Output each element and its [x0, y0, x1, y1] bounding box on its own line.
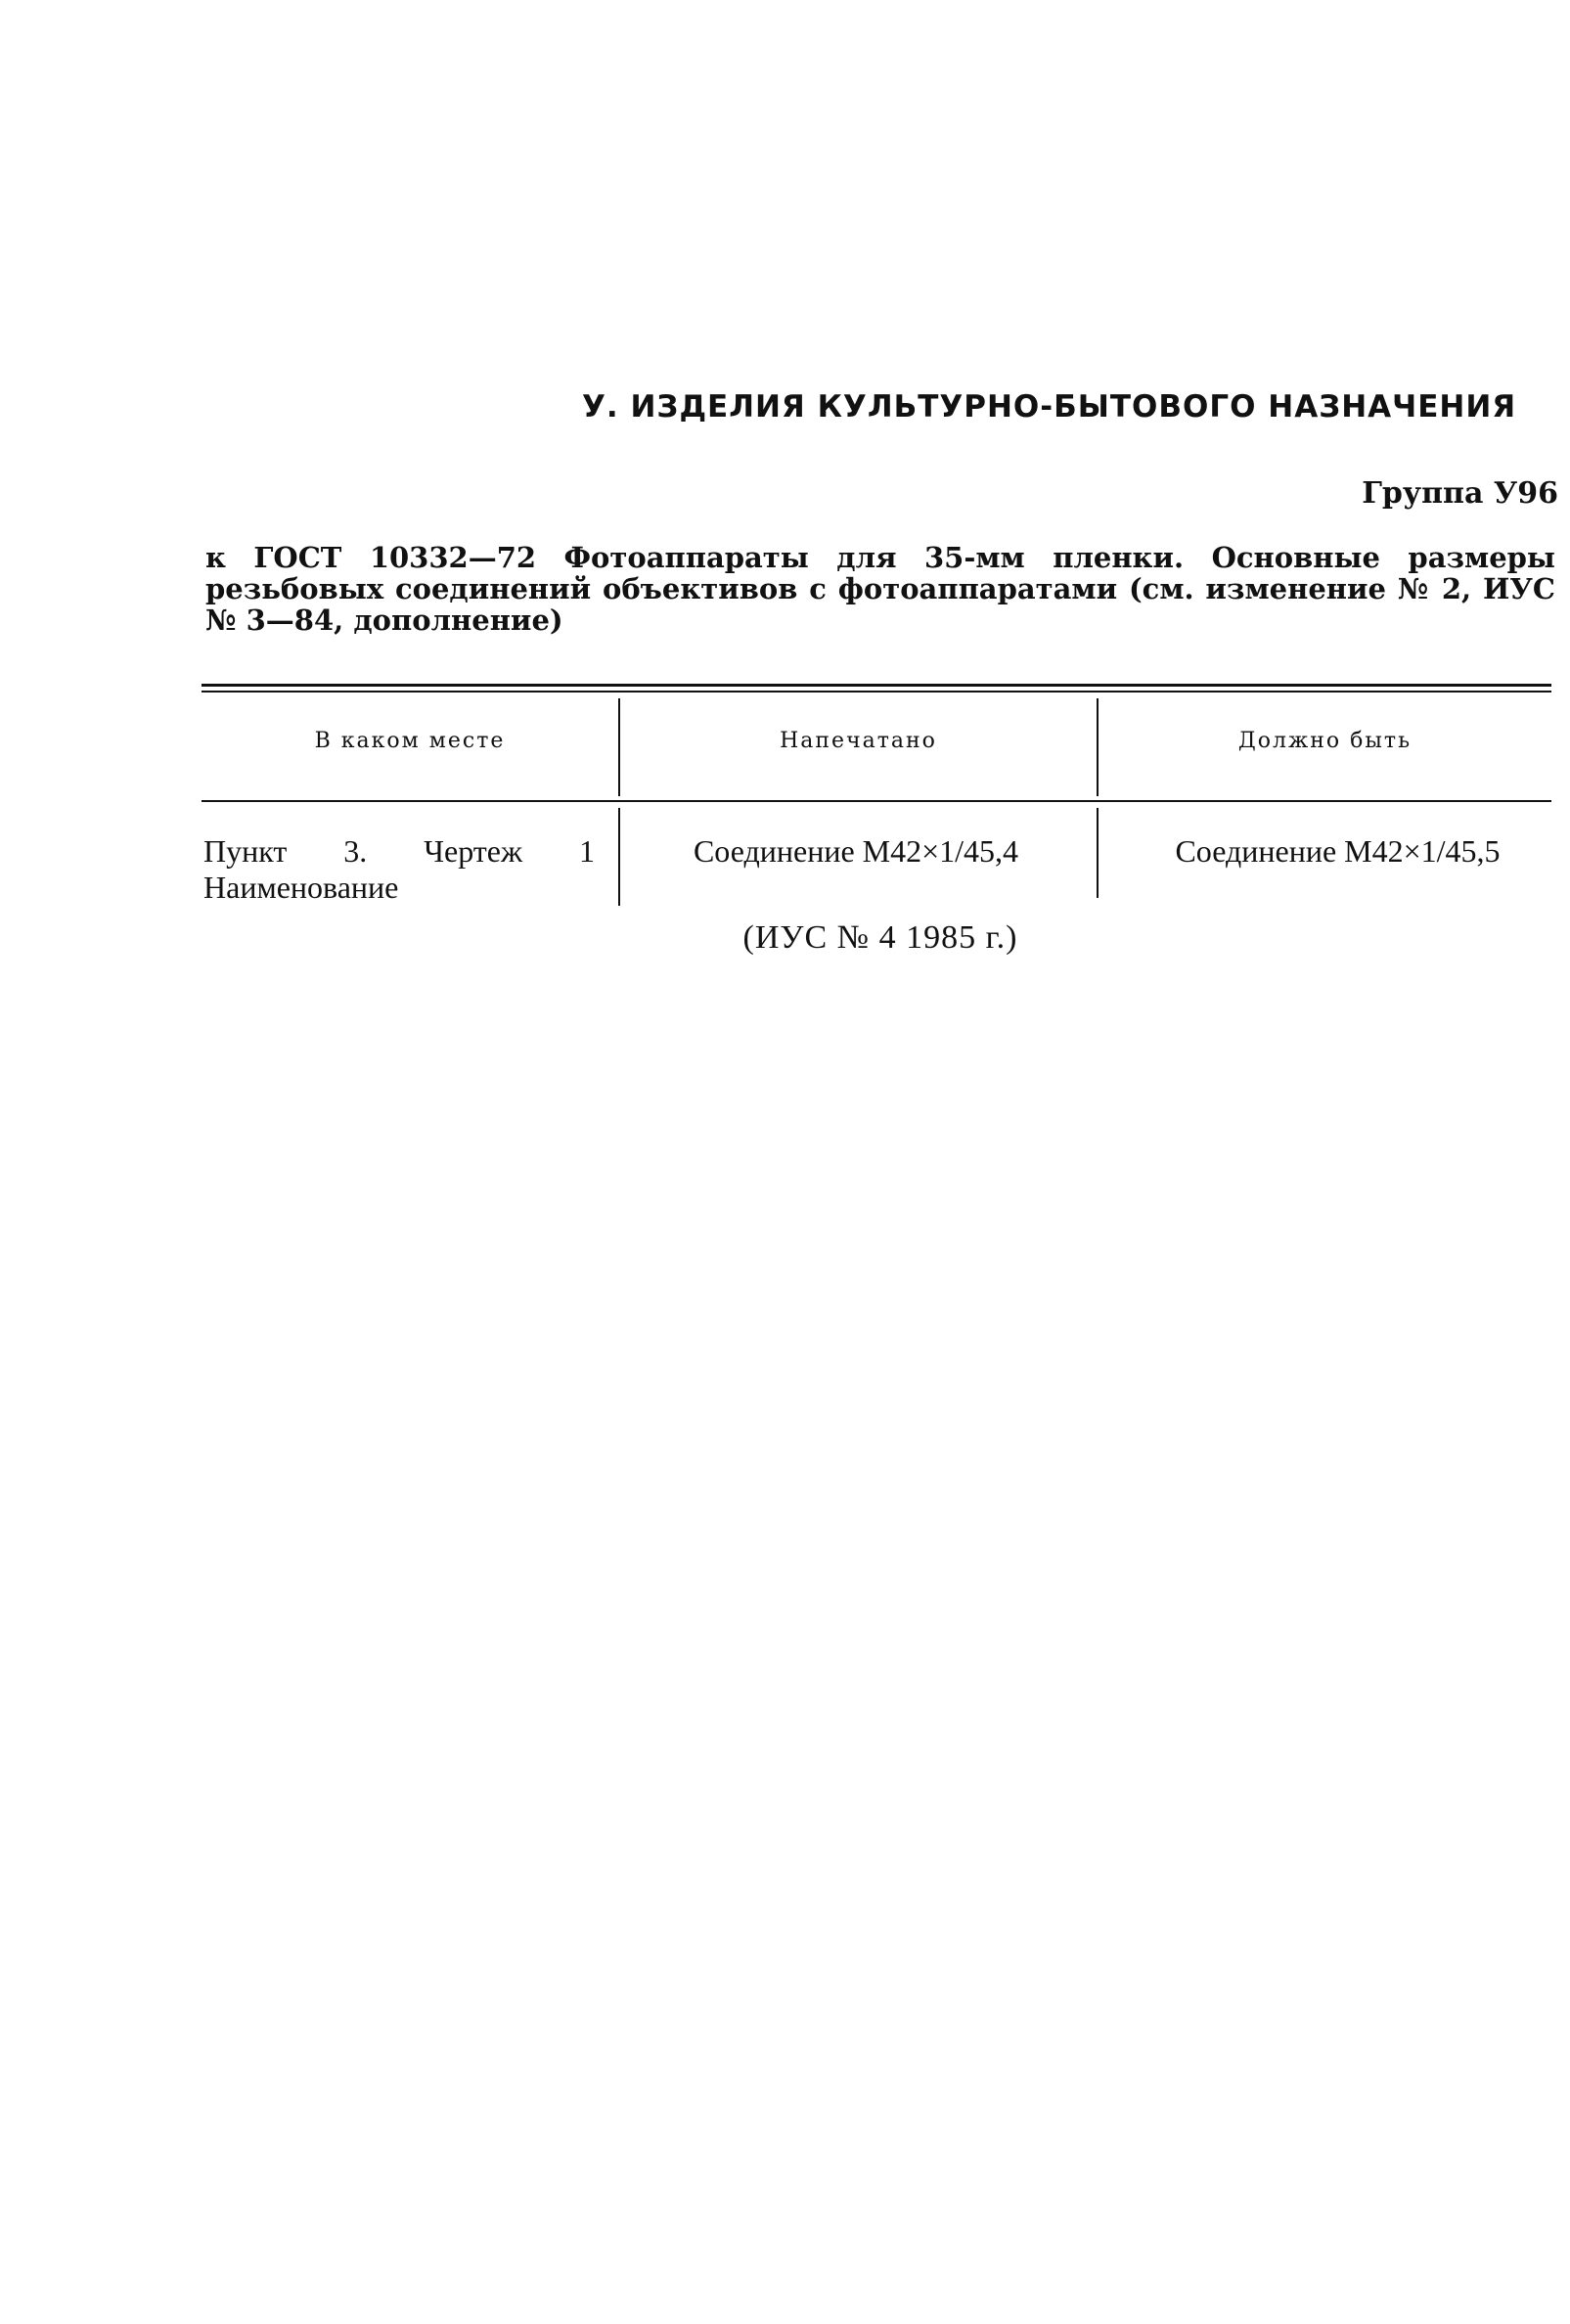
cell-printed: Соединение M42×1/45,4 [693, 833, 1019, 869]
header-bottom-rule [202, 800, 1551, 802]
source-reference: (ИУС № 4 1985 г.) [742, 919, 1018, 956]
section-title: У. ИЗДЕЛИЯ КУЛЬТУРНО-БЫТОВОГО НАЗНАЧЕНИЯ [582, 389, 1517, 425]
table-top-rule [202, 684, 1551, 687]
amendment-heading: к ГОСТ 10332—72 Фотоаппараты для 35-мм пленки. Основные размеры резьбовых соединений объективов с фотоаппаратами (см. изменение № 2, ИУС № 3—84, дополнение) [205, 541, 1555, 637]
table-top-rule-inner [202, 691, 1551, 693]
cell-location: Пункт 3. Чертеж 1 Наименование [203, 833, 595, 905]
column-divider [618, 808, 620, 906]
cell-should-be: Соединение M42×1/45,5 [1175, 833, 1501, 869]
header-should-be: Должно быть [1237, 729, 1413, 753]
column-divider [1097, 808, 1099, 898]
header-printed: Напечатано [780, 729, 937, 753]
header-location: В каком месте [314, 729, 506, 753]
group-label: Группа У96 [1362, 476, 1558, 511]
